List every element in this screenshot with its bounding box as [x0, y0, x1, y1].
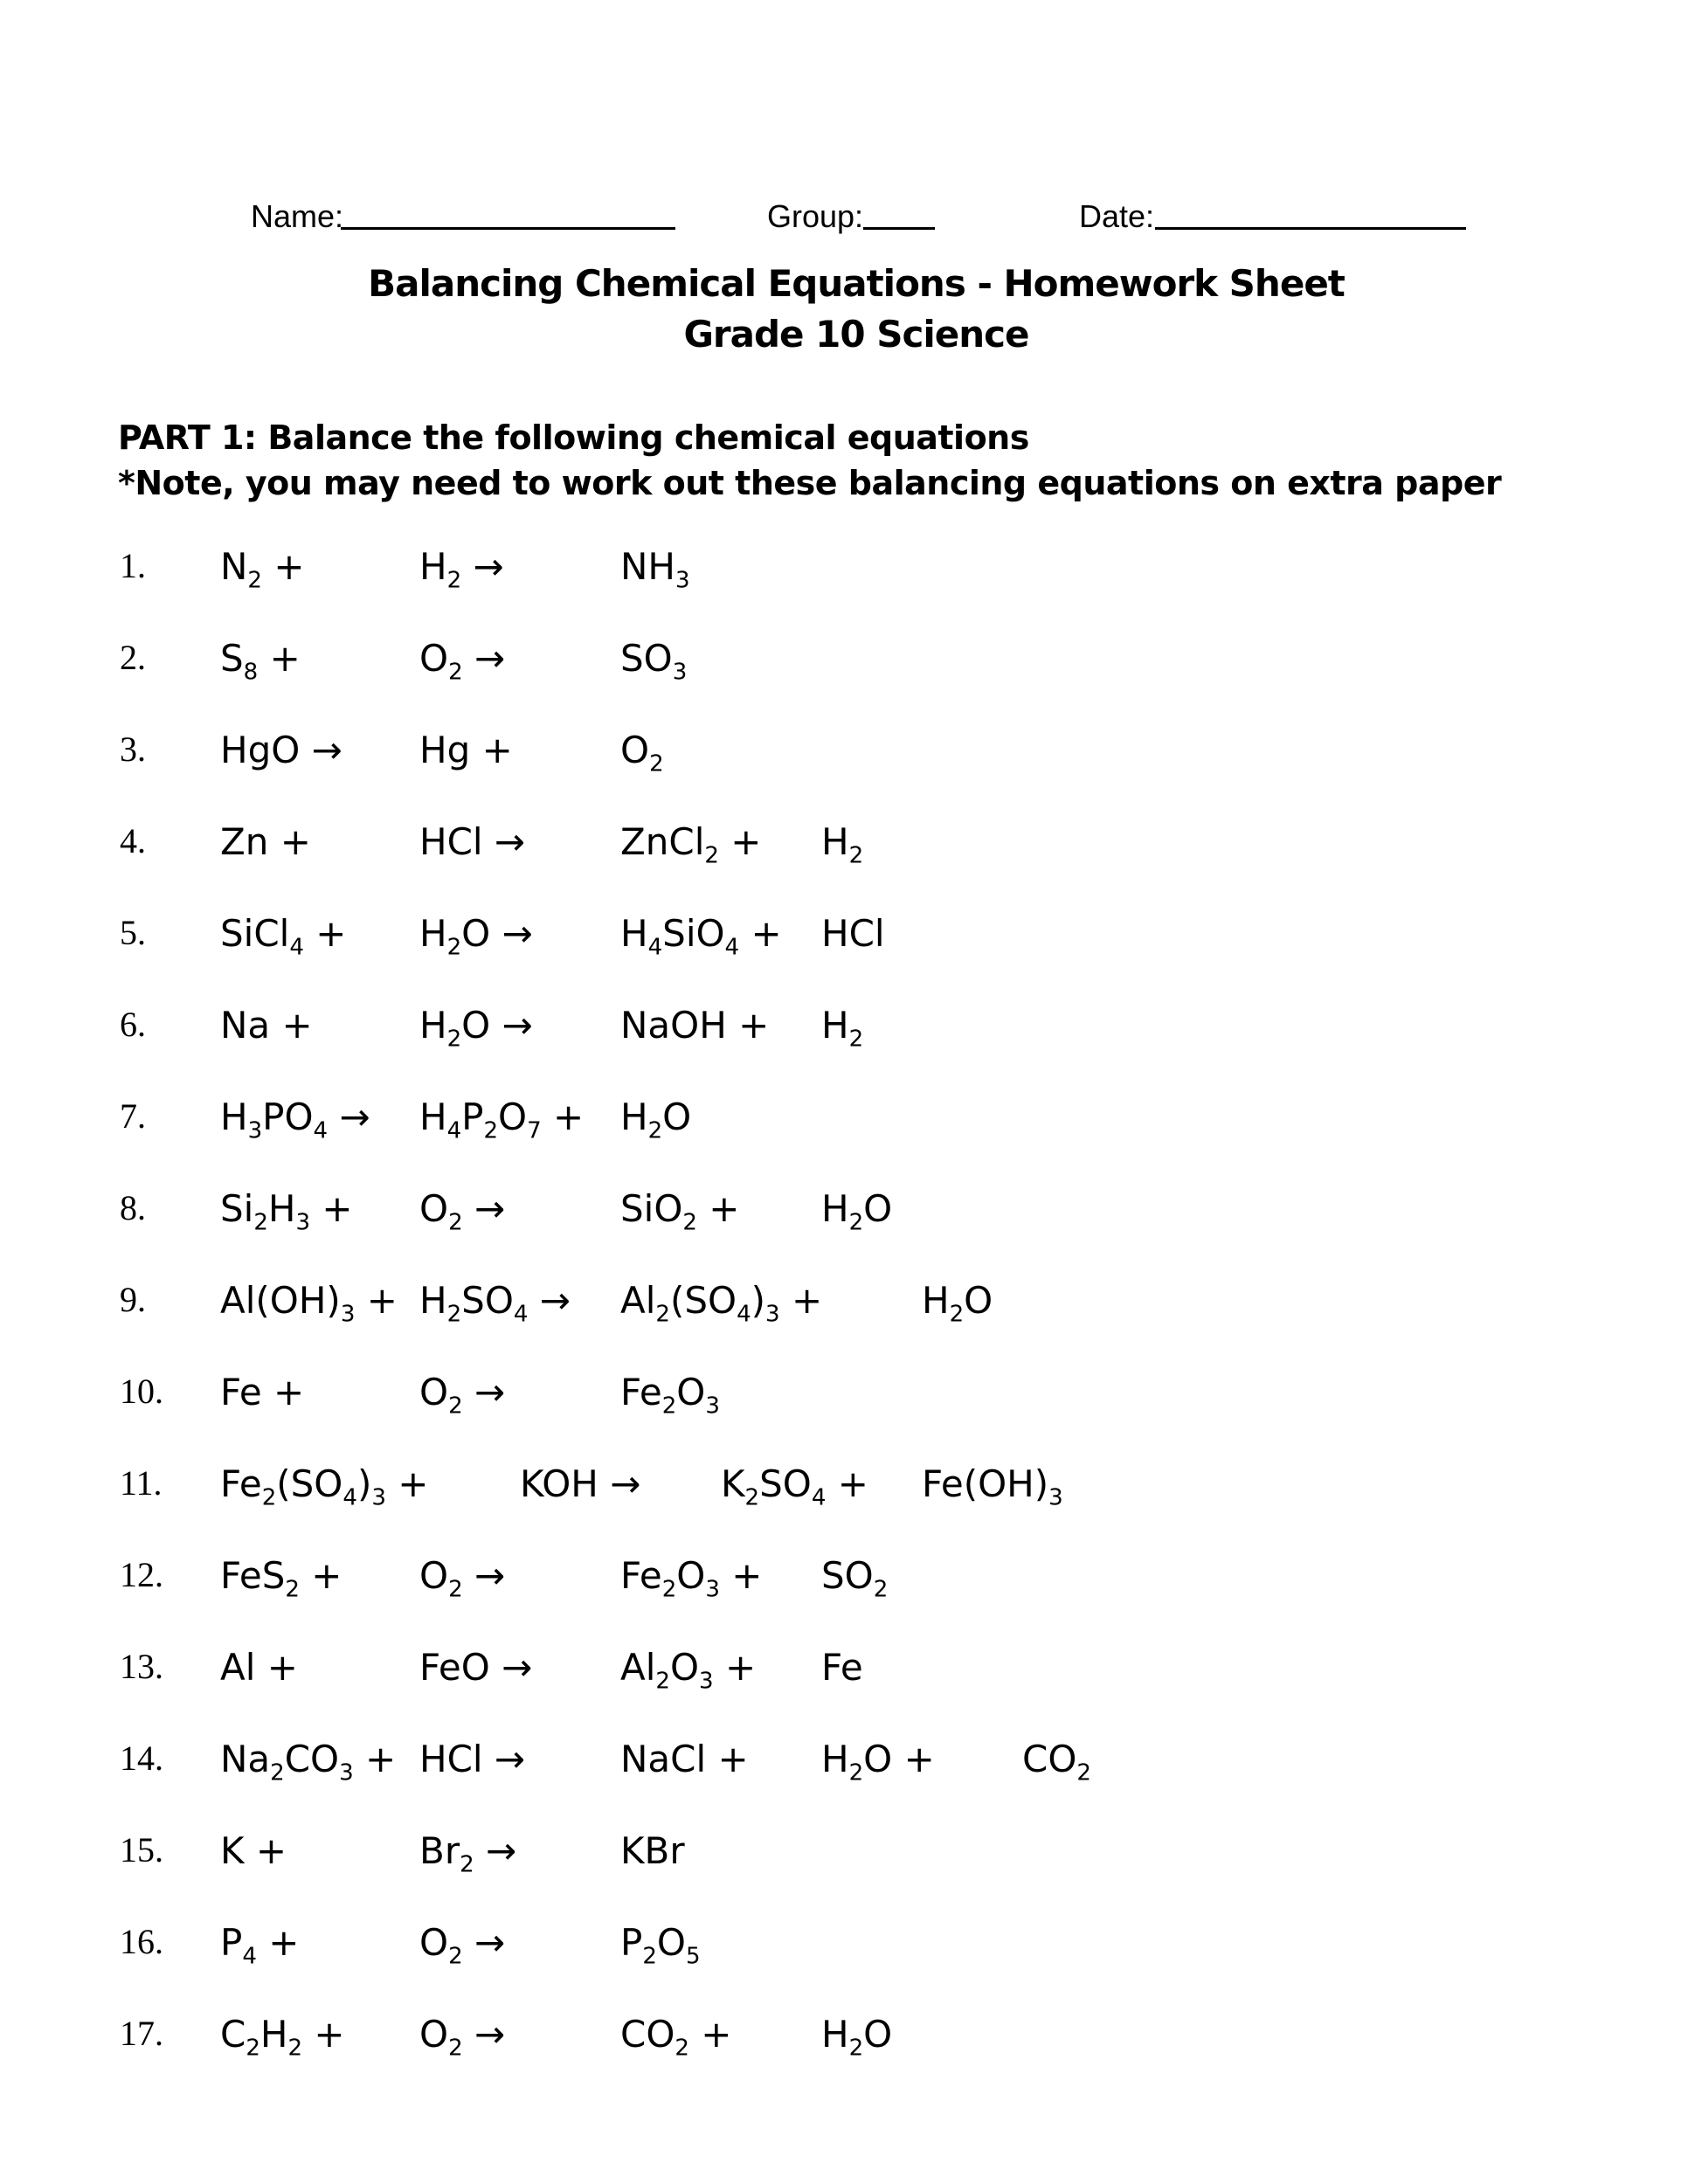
equation-row — [0, 1095, 1688, 1155]
equation-term: $Fe_2(SO_4)_3$ + — [220, 1462, 429, 1511]
equation-number: 17. — [120, 2014, 163, 2053]
equation-term: $H_4P_2O_7$ + — [419, 1095, 585, 1144]
equation-term: $H_2SO_4$ → — [419, 1279, 571, 1328]
equation-row — [0, 545, 1688, 605]
equation-term: HCl → — [419, 820, 526, 863]
page-title: Balancing Chemical Equations - Homework Sheet — [368, 262, 1345, 305]
date-label: Date: — [1079, 198, 1155, 234]
equation-term: HCl — [821, 912, 885, 955]
equation-term: $H_2O$ — [821, 1187, 893, 1236]
equation-term: FeS$_2$ + — [220, 1554, 342, 1603]
equation-term: KOH → — [520, 1462, 641, 1505]
equation-term: $O_2$ → — [419, 1187, 506, 1236]
equation-term: $H_3PO_4$ → — [220, 1095, 370, 1144]
equation-number: 7. — [120, 1096, 146, 1136]
equation-term: $Al_2(SO_4)_3$ + — [620, 1279, 823, 1328]
equation-row — [0, 729, 1688, 788]
equation-term: Na + — [220, 1004, 313, 1047]
equation-term: SiO$_2$ + — [620, 1187, 740, 1236]
equation-row — [0, 1187, 1688, 1247]
equation-row — [0, 912, 1688, 971]
equation-number: 8. — [120, 1188, 146, 1227]
equation-number: 11. — [120, 1463, 163, 1503]
equation-term: $SO_3$ — [620, 637, 688, 686]
equation-row — [0, 1738, 1688, 1797]
equation-term: $S_8$ + — [220, 637, 301, 686]
equation-term: $H_2O$ + — [821, 1738, 935, 1787]
equation-term: $H_2$ → — [419, 545, 504, 594]
equation-term: NaOH + — [620, 1004, 770, 1047]
equation-term: Hg + — [419, 729, 513, 771]
equation-term: $H_2O$ — [821, 2013, 893, 2062]
equation-number: 3. — [120, 729, 146, 769]
equation-number: 2. — [120, 638, 146, 677]
name-label: Name: — [251, 198, 344, 234]
equation-term: $Fe_2O_3$ + — [620, 1554, 763, 1603]
equation-term: $O_2$ → — [419, 1371, 506, 1420]
equation-row — [0, 2013, 1688, 2072]
equation-term: $P_2O_5$ — [620, 1921, 701, 1970]
equation-term: $K_2SO_4$ + — [721, 1462, 868, 1511]
equation-term: $H_2$ — [821, 820, 864, 869]
equation-term: Al + — [220, 1646, 298, 1689]
equation-row — [0, 1646, 1688, 1705]
equation-term: SiCl$_4$ + — [220, 912, 347, 961]
equation-number: 9. — [120, 1280, 146, 1319]
equation-term: $Na_2CO_3$ + — [220, 1738, 397, 1787]
equation-term: $O_2$ — [620, 729, 664, 778]
equation-term: $Fe_2O_3$ — [620, 1371, 720, 1420]
equation-number: 1. — [120, 546, 146, 585]
equation-term: $C_2H_2$ + — [220, 2013, 345, 2062]
part1-heading: PART 1: Balance the following chemical equations — [118, 418, 1029, 457]
equation-term: $NH_3$ — [620, 545, 690, 594]
equation-row — [0, 820, 1688, 880]
equation-term: Fe + — [220, 1371, 305, 1413]
equation-term: $Si_2H_3$ + — [220, 1187, 353, 1236]
equation-term: $H_4SiO_4$ + — [620, 912, 782, 961]
equation-number: 4. — [120, 821, 146, 860]
equation-number: 16. — [120, 1922, 163, 1961]
equation-term: $Br_2$ → — [419, 1829, 517, 1878]
equation-term: K + — [220, 1829, 287, 1872]
equation-row — [0, 1279, 1688, 1338]
equation-term: KBr — [620, 1829, 685, 1872]
equation-term: NaCl + — [620, 1738, 749, 1780]
equation-term: $O_2$ → — [419, 637, 506, 686]
part1-note: *Note, you may need to work out these balancing equations on extra paper — [118, 464, 1502, 502]
equation-term: FeO → — [419, 1646, 533, 1689]
equation-number: 5. — [120, 913, 146, 952]
page-subtitle: Grade 10 Science — [683, 312, 1029, 356]
equation-number: 6. — [120, 1005, 146, 1044]
equation-term: ZnCl$_2$ + — [620, 820, 762, 869]
equation-term: $H_2O$ — [620, 1095, 692, 1144]
equation-term: $H_2O$ → — [419, 1004, 533, 1053]
equation-term: $Al(OH)_3$ + — [220, 1279, 398, 1328]
equation-number: 13. — [120, 1647, 163, 1686]
equation-term: $N_2$ + — [220, 545, 305, 594]
equation-row — [0, 1004, 1688, 1063]
equation-term: $H_2O$ — [922, 1279, 993, 1328]
equation-term: HCl → — [419, 1738, 526, 1780]
equation-number: 14. — [120, 1738, 163, 1778]
equation-number: 15. — [120, 1830, 163, 1870]
equation-term: $CO_2$ — [1022, 1738, 1091, 1787]
equation-term: $O_2$ → — [419, 1554, 506, 1603]
equation-row — [0, 1462, 1688, 1522]
equation-term: $CO_2$ + — [620, 2013, 732, 2062]
equation-row — [0, 1829, 1688, 1889]
equation-term: $H_2O$ → — [419, 912, 533, 961]
equation-term: Zn + — [220, 820, 311, 863]
equation-term: HgO → — [220, 729, 342, 771]
equation-number: 12. — [120, 1555, 163, 1594]
equation-term: Fe — [821, 1646, 863, 1689]
equation-term: $O_2$ → — [419, 1921, 506, 1970]
equation-term: $P_4$ + — [220, 1921, 300, 1970]
equation-number: 10. — [120, 1372, 163, 1411]
equation-term: $Fe(OH)_3$ — [922, 1462, 1063, 1511]
equation-term: $O_2$ → — [419, 2013, 506, 2062]
equation-term: $SO_2$ — [821, 1554, 889, 1603]
equation-term: $Al_2O_3$ + — [620, 1646, 757, 1695]
equation-term: $H_2$ — [821, 1004, 864, 1053]
equation-row — [0, 1554, 1688, 1614]
equation-row — [0, 637, 1688, 696]
group-label: Group: — [767, 198, 864, 234]
equation-row — [0, 1371, 1688, 1430]
equation-row — [0, 1921, 1688, 1980]
